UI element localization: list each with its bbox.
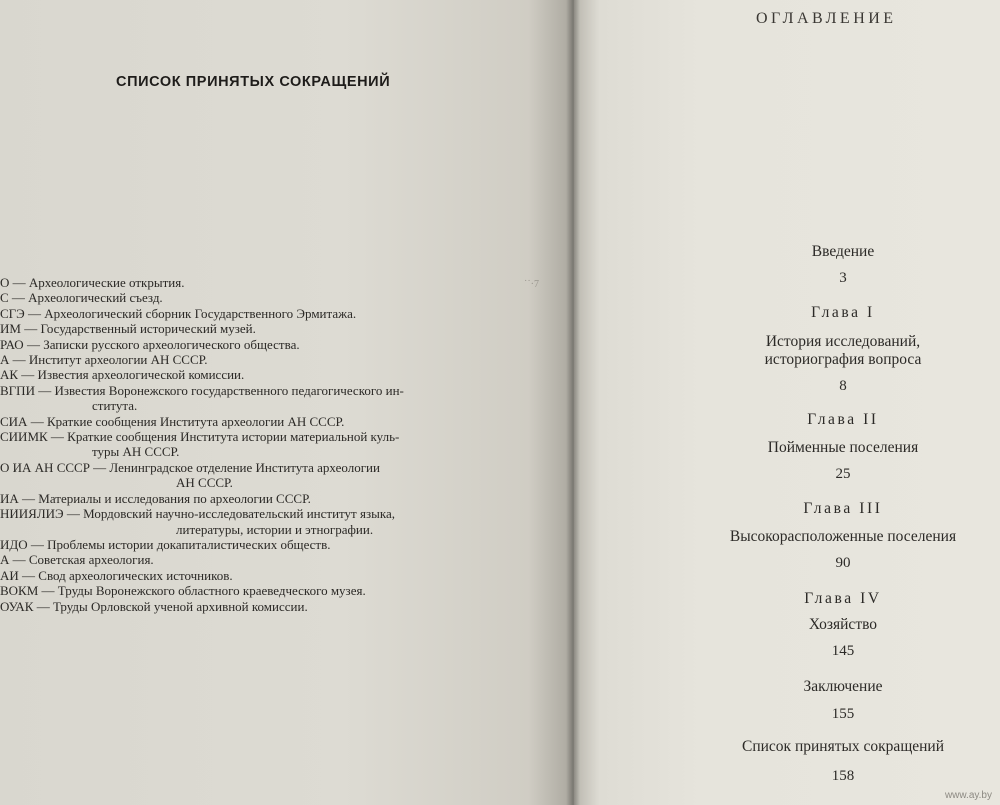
- toc-chapter-4-label: Глава IV: [804, 590, 882, 607]
- abbr-entry: ИМ — Государственный исторический музей.: [0, 321, 256, 337]
- toc-chapter-4-title: Хозяйство: [808, 616, 878, 633]
- abbreviations-title: СПИСОК ПРИНЯТЫХ СОКРАЩЕНИЙ: [116, 74, 391, 90]
- abbr-entry: ВГПИ — Известия Воронежского государственного педагогического ин-: [0, 382, 404, 398]
- watermark: www.ay.by: [944, 790, 992, 801]
- toc-conclusion: Заключение: [803, 678, 883, 695]
- abbr-entry: АИ — Свод археологических источников.: [0, 567, 233, 583]
- toc-chapter-2-title: Пойменные поселения: [767, 439, 919, 456]
- toc-chapter-1-label: Глава I: [811, 304, 875, 321]
- toc-chapter-3-page: 90: [835, 555, 851, 571]
- abbr-entry: О — Археологические открытия.: [0, 275, 185, 290]
- abbr-entry: РАО — Записки русского археологического общества.: [0, 336, 300, 352]
- abbr-entry: СГЭ — Археологический сборник Государственного Эрмитажа.: [0, 305, 357, 321]
- abbr-entry: ВОКМ — Труды Воронежского областного краеведческого музея.: [0, 583, 366, 599]
- abbr-entry: А — Советская археология.: [0, 552, 154, 568]
- abbr-entry: О ИА АН СССР — Ленинградское отделение Института археологии: [0, 459, 380, 475]
- toc-intro: Введение: [811, 243, 875, 260]
- toc-chapter-1-title: История исследований,: [765, 333, 921, 350]
- abbr-entry: НИИЯЛИЭ — Мордовский научно-исследовательский институт языка,: [0, 506, 395, 522]
- toc-chapter-2-label: Глава II: [807, 411, 879, 428]
- contents-title: ОГЛАВЛЕНИЕ: [756, 10, 897, 27]
- abbr-entry: АК — Известия археологической комиссии.: [0, 367, 245, 383]
- abbr-entry: ИДО — Проблемы истории докапиталистических обществ.: [0, 536, 331, 552]
- abbr-entry: ОУАК — Труды Орловской ученой архивной комиссии.: [0, 598, 308, 614]
- abbr-entry: ИА — Материалы и исследования по археологии СССР.: [0, 490, 311, 506]
- toc-chapter-1-title: историография вопроса: [764, 351, 922, 368]
- toc-chapter-3-title: Высокорасположенные поселения: [729, 528, 957, 545]
- print-mark: ˙˙·7: [524, 279, 539, 290]
- toc-abbreviations: Список принятых сокращений: [741, 738, 945, 755]
- abbr-entry: С — Археологический съезд.: [0, 290, 163, 306]
- abbr-entry-continuation: туры АН СССР.: [92, 444, 180, 460]
- abbr-entry-continuation: АН СССР.: [176, 475, 233, 491]
- abbr-entry: СИА — Краткие сообщения Института археологии АН СССР.: [0, 413, 345, 429]
- abbr-entry: СИИМК — Краткие сообщения Института истории материальной куль-: [0, 429, 400, 445]
- toc-chapter-4-page: 145: [831, 643, 855, 659]
- abbr-entry-continuation: литературы, истории и этнографии.: [176, 521, 374, 537]
- toc-chapter-1-page: 8: [839, 378, 847, 394]
- toc-conclusion-page: 155: [831, 706, 855, 722]
- abbr-entry: А — Институт археологии АН СССР.: [0, 352, 208, 368]
- toc-chapter-3-label: Глава III: [803, 500, 883, 517]
- toc-abbreviations-page: 158: [831, 768, 855, 784]
- abbr-entry-continuation: ститута.: [92, 398, 138, 414]
- toc-intro-page: 3: [839, 270, 847, 286]
- toc-chapter-2-page: 25: [835, 466, 851, 482]
